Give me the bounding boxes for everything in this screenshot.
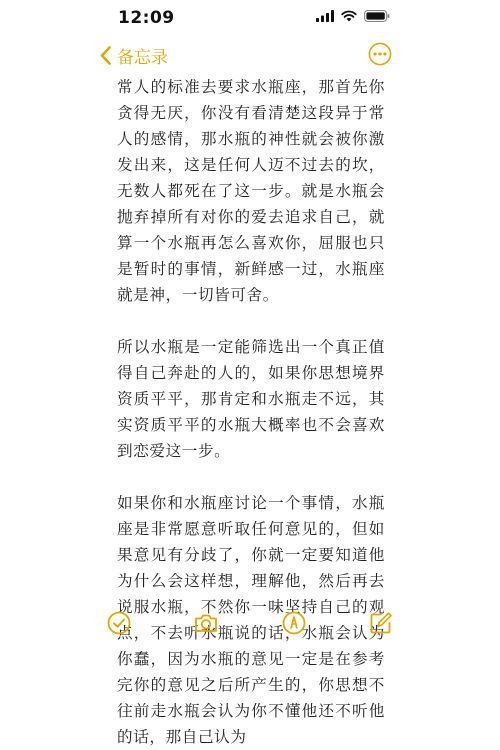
note-paragraph: 所以水瓶是一定能筛选出一个真正值得自己奔赴的人的，如果你思想境界资质平平，那肯定和水瓶走不远，其实资质平平的水瓶大概率也不会喜欢到恋爱这一步。: [117, 338, 385, 460]
back-button[interactable]: [100, 40, 168, 70]
compose-icon[interactable]: [368, 610, 394, 636]
status-time: 12:09: [118, 8, 175, 28]
bottom-toolbar: [0, 606, 500, 646]
nav-bar: [0, 36, 500, 76]
camera-icon[interactable]: [193, 610, 219, 636]
checklist-icon[interactable]: [106, 610, 132, 636]
note-body[interactable]: [117, 74, 385, 746]
note-paragraph: 常人的标准去要求水瓶座，那首先你贪得无厌，你没有看清楚这段异于常人的感情，那水瓶的神性就会被你激发出来，这是任何人迈不过去的坎，无数人都死在了这一步。就是水瓶会抛弃掉所有对你的爱去追求自己，就算一个水瓶再怎么喜欢你，屈服也只是暂时的事情，新鲜感一过，水瓶座就是神，一切皆可舍。: [117, 78, 385, 304]
markup-pen-icon[interactable]: [281, 610, 307, 636]
battery-icon: [364, 10, 390, 22]
note-paragraph: 如果你和水瓶座讨论一个事情，水瓶座是非常愿意听取任何意见的，但如果意见有分歧了，你就一定要知道他为什么会这样想，理解他，然后再去说服水瓶，不然你一味坚持自己的观点，不去听水瓶说的话，水瓶会认为你蠢，因为水瓶的意见一定是在参考完你的意见之后所产生的，你思想不往前走水瓶会认为你不懂他还不听他的话，那自己认为: [117, 494, 385, 746]
cellular-signal-icon: [316, 10, 334, 22]
wifi-icon: [341, 10, 357, 22]
chevron-left-icon: [100, 46, 111, 65]
ellipsis-circle-icon[interactable]: [368, 42, 392, 66]
status-bar: [0, 0, 500, 36]
status-icons: [316, 10, 390, 22]
back-label: 备忘录: [117, 47, 168, 68]
